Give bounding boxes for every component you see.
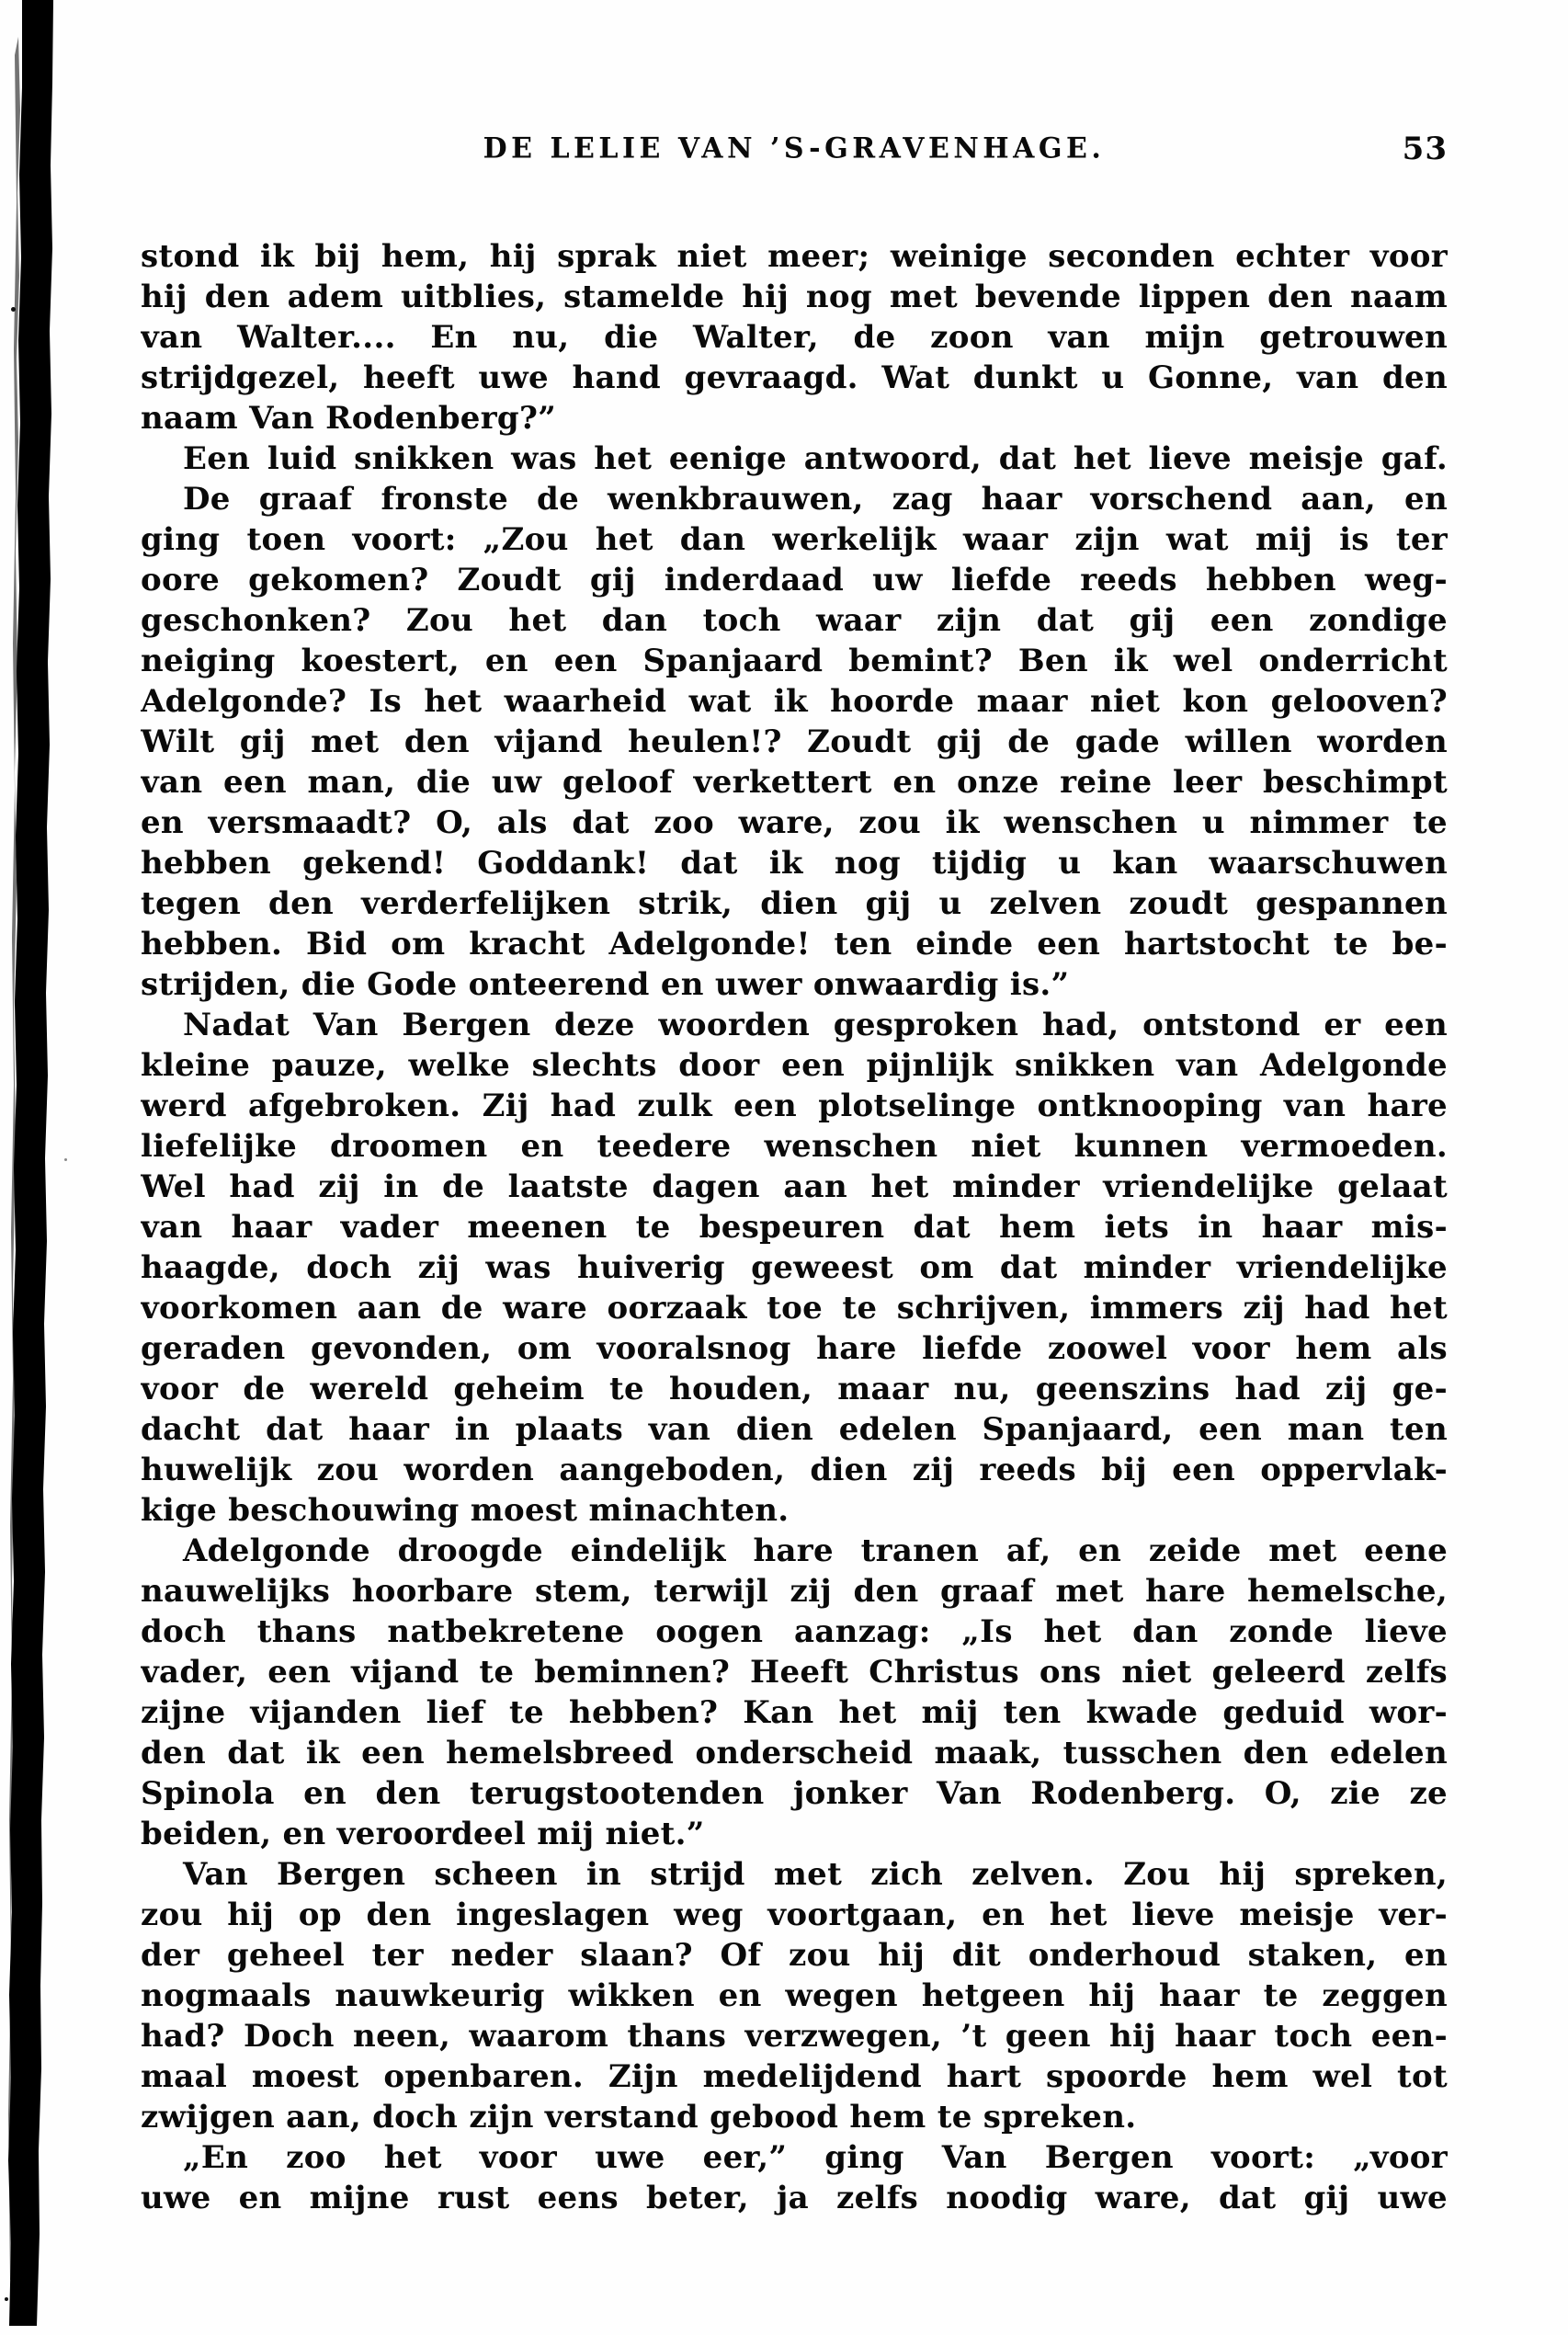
scan-gutter-artifact [0, 0, 74, 2335]
text-line: liefelijke droomen en teedere wenschen niet kunnen vermoeden. [141, 1128, 1448, 1165]
text-line: kige beschouwing moest minachten. [141, 1492, 790, 1529]
running-head [141, 129, 1448, 169]
text-line: den dat ik een hemelsbreed onderscheid maak, tusschen den edelen [141, 1735, 1448, 1771]
text-line: Wel had zij in de laatste dagen aan het minder vriendelijke gelaat [141, 1168, 1448, 1205]
text-line: dacht dat haar in plaats van dien edelen Spanjaard, een man ten [141, 1411, 1448, 1448]
text-line: van een man, die uw geloof verkettert en onze reine leer beschimpt [141, 764, 1448, 801]
text-line: beiden, en veroordeel mij niet.” [141, 1816, 705, 1852]
text-line: Adelgonde droogde eindelijk hare tranen af, en zeide met eene [183, 1532, 1448, 1569]
text-line: kleine pauze, welke slechts door een pijnlijk snikken van Adelgonde [141, 1047, 1448, 1084]
text-line: nauwelijks hoorbare stem, terwijl zij den graaf met hare hemelsche, [141, 1573, 1448, 1610]
text-line: strijdgezel, heeft uwe hand gevraagd. Wat dunkt u Gonne, van den [141, 359, 1448, 396]
text-line: zwijgen aan, doch zijn verstand gebood hem te spreken. [141, 2099, 1137, 2136]
text-line: van Walter.... En nu, die Walter, de zoon van mijn getrouwen [141, 319, 1448, 356]
text-line: Nadat Van Bergen deze woorden gesproken had, ontstond er een [183, 1007, 1448, 1043]
scan-speckle [11, 307, 16, 312]
text-line: maal moest openbaren. Zijn medelijdend hart spoorde hem wel tot [141, 2058, 1448, 2095]
text-line: uwe en mijne rust eens beter, ja zelfs noodig ware, dat gij uwe [141, 2180, 1448, 2216]
text-line: zijne vijanden lief te hebben? Kan het mij ten kwade geduid wor- [141, 1694, 1448, 1731]
text-line: doch thans natbekretene oogen aanzag: „Is het dan zonde lieve [141, 1613, 1448, 1650]
text-line: en versmaadt? O, als dat zoo ware, zou ik wenschen u nimmer te [141, 804, 1448, 841]
page-title: DE LELIE VAN ’S-GRAVENHAGE. [483, 131, 1106, 165]
text-line: voor de wereld geheim te houden, maar nu, geenszins had zij ge- [141, 1371, 1448, 1407]
scan-speckle [64, 1158, 67, 1161]
text-line: had? Doch neen, waarom thans verzwegen, ’t geen hij haar toch een- [141, 2018, 1448, 2055]
text-line: huwelijk zou worden aangeboden, dien zij reeds bij een oppervlak- [141, 1452, 1448, 1488]
text-line: stond ik bij hem, hij sprak niet meer; weinige seconden echter voor [141, 238, 1448, 275]
text-line: Spinola en den terugstootenden jonker Van Rodenberg. O, zie ze [141, 1775, 1448, 1812]
page-number: 53 [1402, 131, 1448, 167]
text-line: der geheel ter neder slaan? Of zou hij dit onderhoud staken, en [141, 1937, 1448, 1974]
text-line: geraden gevonden, om vooralsnog hare liefde zoowel voor hem als [141, 1330, 1448, 1367]
text-line: neiging koestert, en een Spanjaard bemint? Ben ik wel onderricht [141, 643, 1448, 679]
text-line: Wilt gij met den vijand heulen!? Zoudt gij de gade willen worden [141, 723, 1448, 760]
text-line: vader, een vijand te beminnen? Heeft Christus ons niet geleerd zelfs [141, 1654, 1448, 1691]
text-line: oore gekomen? Zoudt gij inderdaad uw liefde reeds hebben weg- [141, 562, 1448, 598]
text-line: Adelgonde? Is het waarheid wat ik hoorde maar niet kon gelooven? [141, 683, 1448, 720]
text-line: voorkomen aan de ware oorzaak toe te schrijven, immers zij had het [141, 1290, 1448, 1327]
text-line: geschonken? Zou het dan toch waar zijn dat gij een zondige [141, 602, 1448, 639]
text-line: Een luid snikken was het eenige antwoord, dat het lieve meisje gaf. [183, 440, 1448, 477]
text-line: strijden, die Gode onteerend en uwer onwaardig is.” [141, 966, 1070, 1003]
text-line: hebben. Bid om kracht Adelgonde! ten einde een hartstocht te be- [141, 926, 1448, 962]
text-line: Van Bergen scheen in strijd met zich zelven. Zou hij spreken, [183, 1856, 1448, 1893]
text-line: tegen den verderfelijken strik, dien gij u zelven zoudt gespannen [141, 885, 1448, 922]
text-line: van haar vader meenen te bespeuren dat hem iets in haar mis- [141, 1209, 1448, 1246]
text-line: De graaf fronste de wenkbrauwen, zag haar vorschend aan, en [183, 481, 1448, 518]
text-line: „En zoo het voor uwe eer,” ging Van Bergen voort: „voor [183, 2139, 1448, 2176]
scan-speckle [5, 2297, 8, 2301]
text-line: haagde, doch zij was huiverig geweest om dat minder vriendelijke [141, 1249, 1448, 1286]
text-line: zou hij op den ingeslagen weg voortgaan, en het lieve meisje ver- [141, 1896, 1448, 1933]
text-line: hij den adem uitblies, stamelde hij nog met bevende lippen den naam [141, 279, 1448, 315]
text-line: werd afgebroken. Zij had zulk een plotselinge ontknooping van hare [141, 1088, 1448, 1124]
text-block [141, 236, 1448, 2218]
text-line: hebben gekend! Goddank! dat ik nog tijdig u kan waarschuwen [141, 845, 1448, 882]
text-line: naam Van Rodenberg?” [141, 400, 557, 437]
text-line: ging toen voort: „Zou het dan werkelijk waar zijn wat mij is ter [141, 521, 1448, 558]
text-line: nogmaals nauwkeurig wikken en wegen hetgeen hij haar te zeggen [141, 1977, 1448, 2014]
